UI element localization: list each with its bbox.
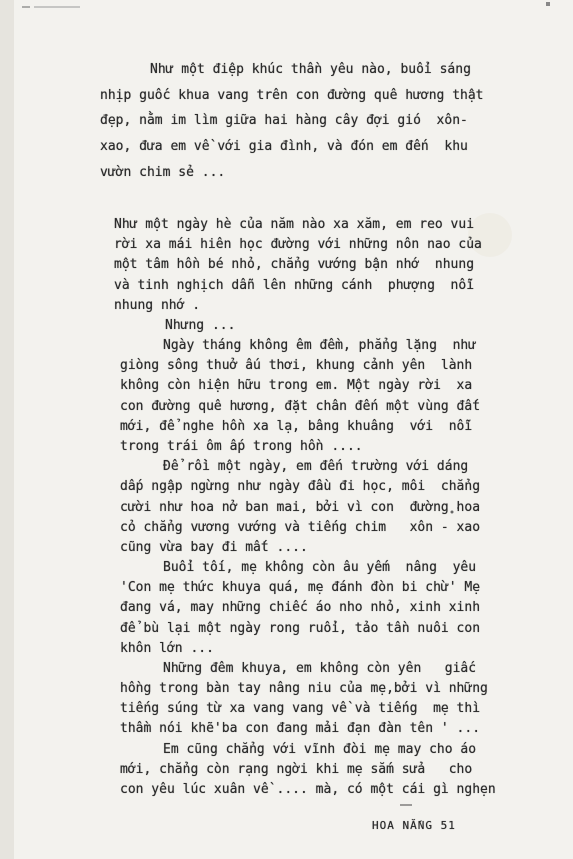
text-line: Ngày tháng không êm đềm, phẳng lặng như [163,338,477,353]
text-line: cười như hoa nở ban mai, bởi vì con đường hoa [120,500,481,515]
text-line: Nhưng ... [165,318,236,333]
text-line: và tinh nghịch dẫn lên những cánh phượng nỗi [114,278,475,293]
text-line: Để rồi một ngày, em đến trường với dáng [163,459,469,474]
text-line: nhịp guốc khua vang trên con đường quê hương thật [100,88,484,103]
text-line: hồng trong bàn tay nâng niu của mẹ,bởi vì những [120,681,488,696]
text-line: con yêu lúc xuân về .... mà, có một cái gì nghẹn [120,782,496,797]
text-line: Như một ngày hè của năm nào xa xăm, em reo vui [114,217,475,232]
text-line: xao, đưa em về với gia đình, và đón em đến khu [100,139,468,154]
text-line: để bù lại một ngày rong ruổi, tảo tần nuôi con [120,621,481,636]
text-line: Buổi tối, mẹ không còn âu yếm nâng yêu [163,560,477,575]
text-line: nhung nhớ . [114,298,201,313]
text-line: mới, chẳng còn rạng ngời khi mẹ sắm sửa cho [120,762,473,777]
text-line: cỏ chẳng vương vướng và tiếng chim xôn - xao [120,520,481,535]
text-line: rời xa mái hiên học đường với những nôn nao của [114,237,482,252]
text-line: 'Con mẹ thức khuya quá, mẹ đánh đòn bi chừ' Mẹ [120,580,481,595]
text-line: khôn lớn ... [120,641,214,656]
text-line: một tâm hồn bé nhỏ, chẳng vướng bận nhớ nhung [114,257,475,272]
text-line: Những đêm khuya, em không còn yên giấc [163,661,477,676]
text-line: cũng vừa bay đi mất .... [120,540,308,555]
text-line: giòng sông thuở ấu thơi, khung cảnh yên lành [120,358,473,373]
text-line: Như một điệp khúc thần yêu nào, buổi sáng [150,62,471,77]
text-line: Em cũng chẳng với vĩnh đòi mẹ may cho áo [163,742,477,757]
text-line: vườn chim sẻ ... [100,165,226,180]
text-line: trong trái ôm ấp trong hồn .... [120,439,363,454]
text-line: không còn hiện hữu trong em. Một ngày rời xa [120,378,473,393]
text-line: con đường quê hương, đặt chân đến một vùng đất [120,399,481,414]
text-line: đang vá, may những chiếc áo nho nhỏ, xinh xinh [120,600,481,615]
text-line: mới, để nghe hồn xa lạ, bâng khuâng với nỗi [120,419,473,434]
signature: HOA NẮNG 51 [372,819,456,832]
text-line: dấp ngập ngừng như ngày đầu đi học, môi chẳng [120,479,481,494]
text-line: thầm nói khẽ'ba con đang mải đạn đàn tên ' ... [120,721,481,736]
text-line: đẹp, nằm im lìm giữa hai hàng cây đợi gió xôn- [100,113,468,128]
text-line: tiếng súng từ xa vang vang về và tiếng mẹ thì [120,701,481,716]
